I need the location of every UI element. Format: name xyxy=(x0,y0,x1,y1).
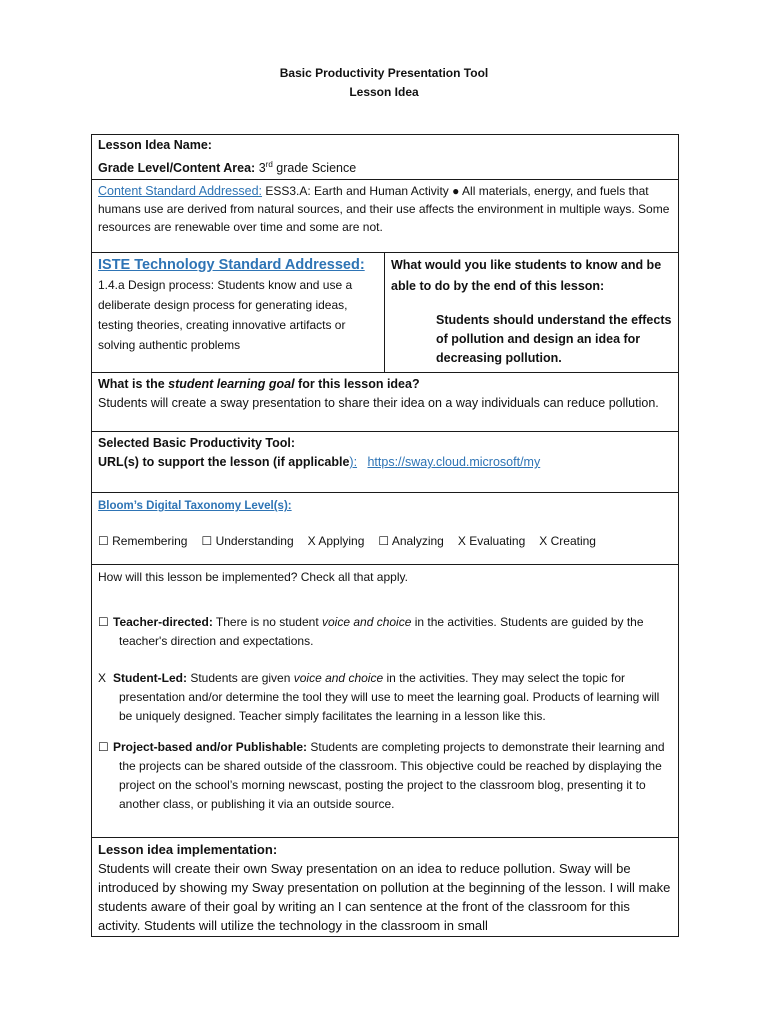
grade-line xyxy=(98,155,672,178)
option-text: in the activities. They may select the topic for presentation and/or determine the tool they will use to meet the learning goal. Products of learning will be uniquely designed. Teacher simply facilitates the learning in a lesson like this. xyxy=(119,671,660,724)
content-standard-label: Content Standard Addressed: xyxy=(98,184,263,199)
blooms-label: Bloom’s Digital Taxonomy Level(s): xyxy=(98,500,292,513)
objectives-cell xyxy=(385,253,678,372)
blooms-level-applying[interactable] xyxy=(308,532,365,551)
learning-goal-question-pre: What is the xyxy=(98,377,169,392)
checkbox-icon: ☐ xyxy=(98,534,109,549)
option-student-led[interactable] xyxy=(98,669,672,726)
learning-goal-question-post: for this lesson idea? xyxy=(294,377,420,392)
lesson-implementation-label: Lesson idea implementation: xyxy=(98,842,278,858)
checkbox-icon: ☐ xyxy=(378,534,390,549)
tool-line xyxy=(98,434,672,453)
url-line xyxy=(98,453,672,472)
check-x-icon: X xyxy=(539,534,548,549)
iste-cell xyxy=(92,253,385,372)
checkbox-icon: ☐ xyxy=(98,740,109,755)
option-title: Teacher-directed: xyxy=(113,615,213,630)
lesson-name-label: Lesson Idea Name: xyxy=(98,138,212,152)
learning-goal-answer: Students will create a sway presentation to share their idea on a way individuals can reduce pollution. xyxy=(98,396,659,411)
option-title: Project-based and/or Publishable: xyxy=(113,740,308,755)
objectives-question: What would you like students to know and be able to do by the end of this lesson: xyxy=(391,258,662,294)
iste-label: ISTE Technology Standard Addressed: xyxy=(98,257,365,274)
document-subtitle: Lesson Idea xyxy=(349,85,419,99)
blooms-level-remembering[interactable] xyxy=(98,532,187,551)
check-x-icon: X xyxy=(98,671,107,686)
option-text: Students are given xyxy=(187,671,294,686)
grade-number: 3 xyxy=(258,161,266,176)
blooms-level-label: Evaluating xyxy=(469,534,526,549)
lesson-name-line xyxy=(98,136,672,155)
document-header xyxy=(0,64,768,102)
grade-value: grade Science xyxy=(276,161,357,176)
option-text: Students are completing projects to demonstrate their learning and the projects can be shared outside of the classroom. This objective could be reached by displaying the project on the school’s morning newscast, posting the project to the classroom blog, presenting it to another class, or publishing it via an outside source. xyxy=(119,740,665,812)
option-project-based[interactable] xyxy=(98,738,672,814)
implementation-options-row xyxy=(92,565,678,838)
implementation-intro: How will this lesson be implemented? Check all that apply. xyxy=(98,570,408,585)
blooms-level-label: Remembering xyxy=(112,534,188,549)
option-text-italic: voice and choice xyxy=(293,671,384,686)
blooms-level-label: Applying xyxy=(318,534,365,549)
blooms-row xyxy=(92,493,678,565)
content-standard-row xyxy=(92,180,678,253)
lesson-idea-table xyxy=(91,134,679,937)
url-label: URL(s) to support the lesson (if applicable xyxy=(98,455,350,470)
blooms-level-understanding[interactable] xyxy=(201,532,293,551)
lesson-implementation-row xyxy=(92,838,678,936)
option-text: in the activities. Students are guided by the teacher's direction and expectations. xyxy=(119,615,644,649)
tool-row xyxy=(92,432,678,493)
learning-goal-question-italic: student learning goal xyxy=(168,377,295,392)
blooms-level-evaluating[interactable] xyxy=(458,532,525,551)
blooms-level-analyzing[interactable] xyxy=(378,532,443,551)
check-x-icon: X xyxy=(307,534,316,549)
blooms-levels xyxy=(98,532,672,559)
checkbox-icon: ☐ xyxy=(98,615,109,630)
option-title: Student-Led: xyxy=(113,671,187,686)
blooms-level-label: Analyzing xyxy=(391,534,444,549)
learning-goal-question xyxy=(98,375,672,394)
tool-label: Selected Basic Productivity Tool: xyxy=(98,436,296,451)
option-teacher-directed[interactable] xyxy=(98,613,672,651)
document-title: Basic Productivity Presentation Tool xyxy=(279,66,489,80)
iste-objectives-row xyxy=(92,253,678,373)
option-text: There is no student xyxy=(212,615,322,630)
option-text-italic: voice and choice xyxy=(322,615,412,630)
check-x-icon: X xyxy=(457,534,466,549)
content-standard-text: ESS3.A: Earth and Human Activity ● All materials, energy, and fuels that humans use are derived from natural sources, and their use affects the environment in multiple ways. Some resources are renewable over time and some are not. xyxy=(98,184,670,235)
lesson-implementation-text: Students will create their own Sway presentation on an idea to reduce pollution. Sway will be introduced by showing my Sway presentation on pollution at the beginning of the lesson. I will make students aware of their goal by writing an I can sentence at the front of the classroom for this activity. Students will utilize the technology in the classroom in small xyxy=(98,861,671,934)
grade-label: Grade Level/Content Area: xyxy=(98,161,256,176)
url-separator: ): xyxy=(349,455,358,470)
learning-goal-row xyxy=(92,373,678,432)
iste-text: 1.4.a Design process: Students know and use a deliberate design process for generating ideas, testing theories, creating innovative artifacts or solving authentic problems xyxy=(98,278,353,353)
objectives-answer: Students should understand the effects of pollution and design an idea for decreasing pollution. xyxy=(436,313,672,366)
blooms-level-label: Understanding xyxy=(215,534,294,549)
blooms-level-creating[interactable] xyxy=(539,532,596,551)
checkbox-icon: ☐ xyxy=(201,534,213,549)
grade-suffix: rd xyxy=(265,160,273,169)
lesson-info-row xyxy=(92,135,678,180)
sway-url-link[interactable]: https://sway.cloud.microsoft/my xyxy=(367,455,541,470)
blooms-level-label: Creating xyxy=(550,534,596,549)
